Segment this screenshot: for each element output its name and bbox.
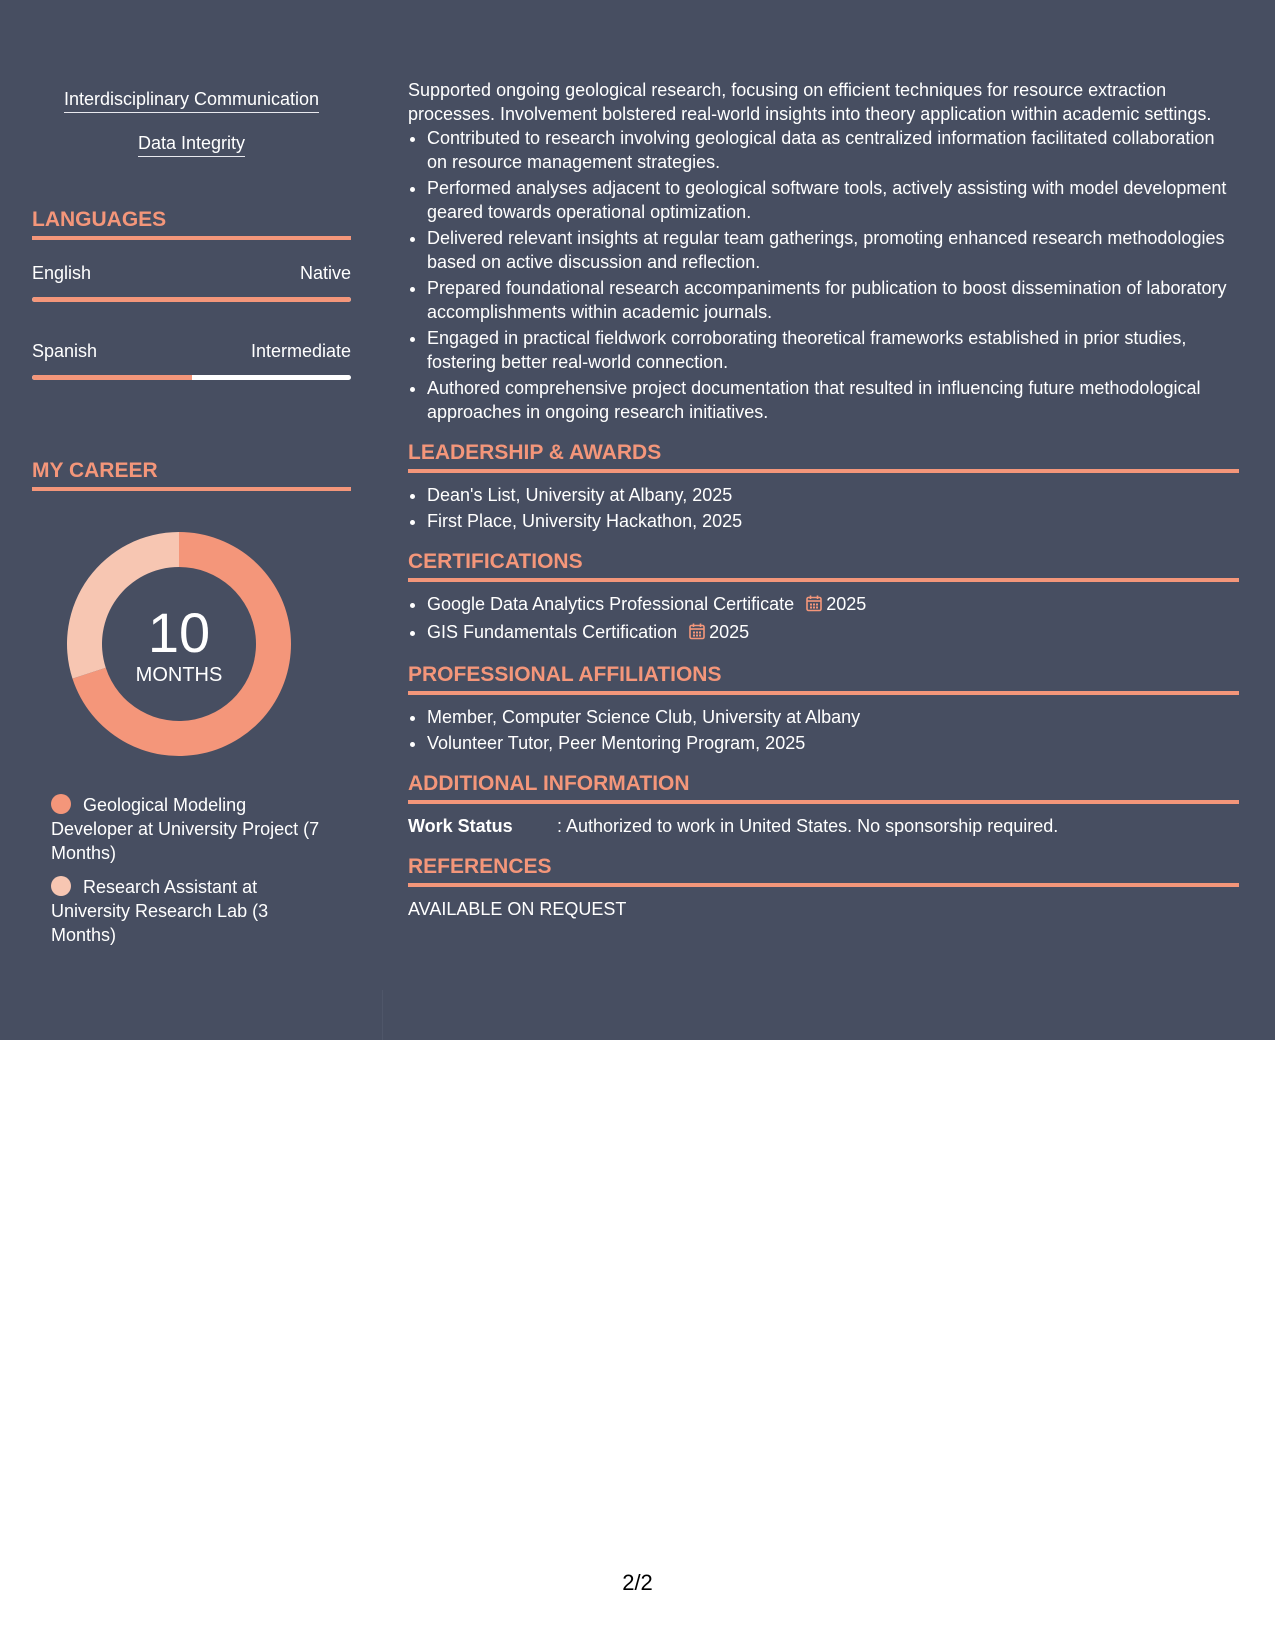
additional-info-heading: ADDITIONAL INFORMATION bbox=[408, 771, 1239, 804]
career-legend-label: Research Assistant at University Research Lab (3 Months) bbox=[51, 877, 269, 945]
language-row bbox=[32, 340, 351, 362]
certification-item bbox=[427, 592, 1239, 618]
work-status-row bbox=[408, 814, 1239, 838]
page-number: 2/2 bbox=[622, 1570, 653, 1595]
certifications-list bbox=[408, 592, 1239, 646]
certification-name: GIS Fundamentals Certification bbox=[427, 622, 678, 642]
experience-bullet: • Contributed to research involving geological data as centralized information facilitated collaboration on resource management strategies. bbox=[427, 126, 1239, 174]
references-heading: REFERENCES bbox=[408, 854, 1239, 887]
language-level: Intermediate bbox=[250, 341, 351, 361]
certification-year: 2025 bbox=[826, 594, 867, 614]
career-months-unit: MONTHS bbox=[135, 664, 223, 686]
experience-bullet: • Performed analyses adjacent to geological software tools, actively assisting with model development geared towards operational optimization. bbox=[427, 176, 1239, 224]
work-status-label: Work Status bbox=[408, 816, 513, 836]
left-column bbox=[32, 0, 351, 957]
column-divider bbox=[382, 990, 383, 1040]
experience-bullet: • Delivered relevant insights at regular team gatherings, promoting enhanced research methodologies based on active discussion and reflection. bbox=[427, 226, 1239, 274]
affiliations-list bbox=[408, 705, 1239, 755]
language-name: Spanish bbox=[32, 341, 98, 361]
leadership-item: • First Place, University Hackathon, 2025 bbox=[427, 509, 1239, 533]
certifications-heading: CERTIFICATIONS bbox=[408, 549, 1239, 582]
affiliation-item: • Volunteer Tutor, Peer Mentoring Program, 2025 bbox=[427, 731, 1239, 755]
career-legend-item bbox=[51, 875, 321, 947]
skill-item: Data Integrity bbox=[138, 132, 245, 157]
certification-item bbox=[427, 620, 1239, 646]
experience-bullets bbox=[408, 126, 1239, 424]
leadership-item: • Dean's List, University at Albany, 2025 bbox=[427, 483, 1239, 507]
language-row bbox=[32, 262, 351, 284]
affiliation-item: • Member, Computer Science Club, University at Albany bbox=[427, 705, 1239, 729]
calendar-icon bbox=[806, 594, 822, 618]
experience-bullet: • Engaged in practical fieldwork corroborating theoretical frameworks established in prior studies, fostering better real-world connection. bbox=[427, 326, 1239, 374]
certification-name: Google Data Analytics Professional Certificate bbox=[427, 594, 795, 614]
experience-bullet: • Authored comprehensive project documentation that resulted in influencing future methodological approaches in ongoing research initiatives. bbox=[427, 376, 1239, 424]
language-level: Native bbox=[299, 263, 351, 283]
experience-bullet: • Prepared foundational research accompaniments for publication to boost dissemination of laboratory accomplishments within academic journals. bbox=[427, 276, 1239, 324]
legend-dot-icon bbox=[51, 794, 71, 814]
language-proficiency-bar bbox=[32, 375, 351, 380]
language-name: English bbox=[32, 263, 92, 283]
language-proficiency-fill bbox=[32, 375, 192, 380]
right-column bbox=[408, 78, 1239, 921]
references-text: AVAILABLE ON REQUEST bbox=[408, 899, 627, 919]
work-status-value: : Authorized to work in United States. No sponsorship required. bbox=[557, 816, 1059, 836]
leadership-list bbox=[408, 483, 1239, 533]
language-proficiency-bar bbox=[32, 297, 351, 302]
career-heading: MY CAREER bbox=[32, 458, 351, 491]
career-total-months: 10 bbox=[147, 601, 211, 664]
languages-heading: LANGUAGES bbox=[32, 207, 351, 240]
legend-dot-icon bbox=[51, 876, 71, 896]
career-legend bbox=[51, 793, 321, 947]
career-legend-item bbox=[51, 793, 321, 865]
certification-year: 2025 bbox=[709, 622, 750, 642]
affiliations-heading: PROFESSIONAL AFFILIATIONS bbox=[408, 662, 1239, 695]
experience-summary: Supported ongoing geological research, focusing on efficient techniques for resource extraction processes. Involvement bolstered real-world insights into theory application within academic settings. bbox=[408, 80, 1212, 124]
skill-item: Interdisciplinary Communication bbox=[64, 88, 319, 113]
leadership-heading: LEADERSHIP & AWARDS bbox=[408, 440, 1239, 473]
language-proficiency-fill bbox=[32, 297, 351, 302]
career-legend-label: Geological Modeling Developer at University Project (7 Months) bbox=[51, 795, 320, 863]
career-donut-chart bbox=[66, 531, 292, 757]
calendar-icon bbox=[689, 622, 705, 646]
